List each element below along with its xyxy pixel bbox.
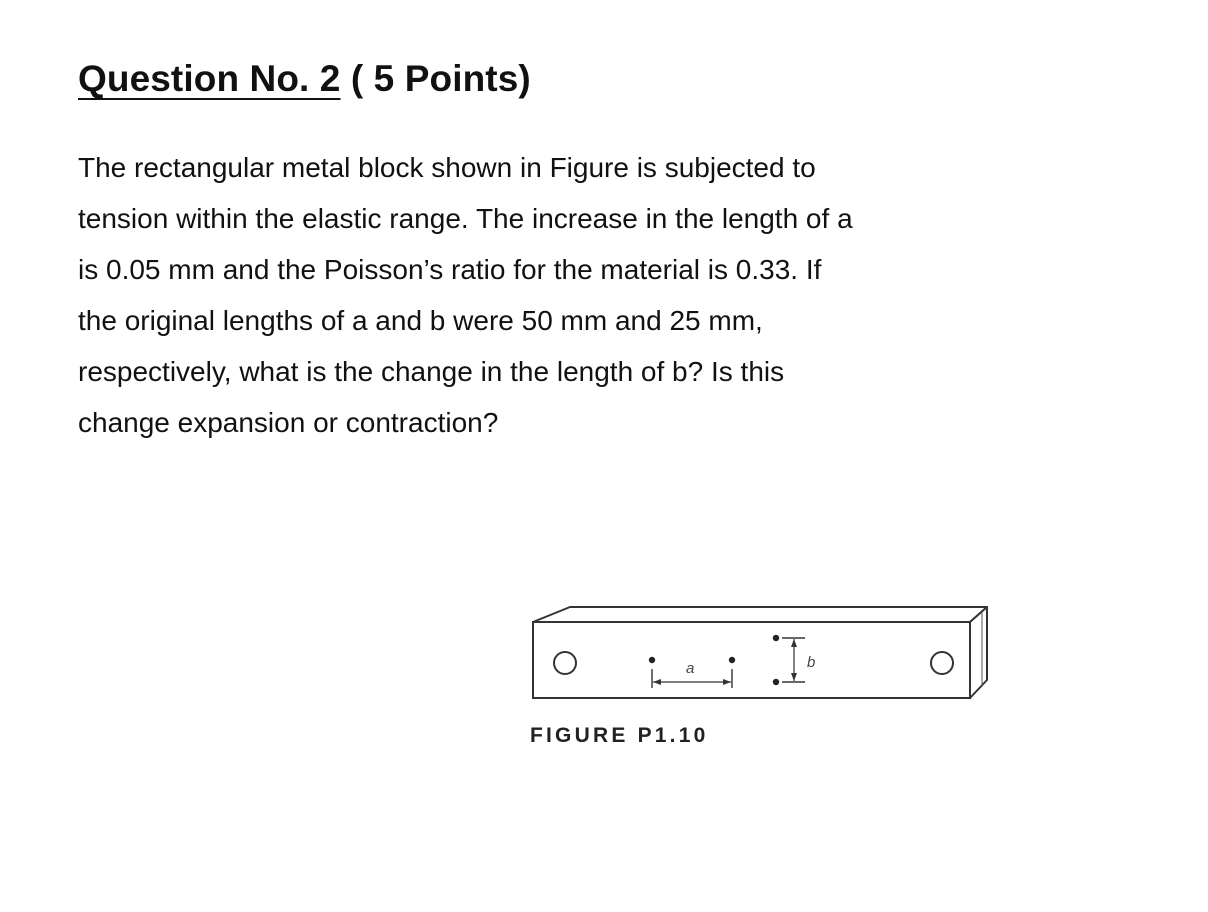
figure-caption: FIGURE P1.10 <box>530 724 709 747</box>
gauge-point-b-top <box>773 635 779 641</box>
label-a: a <box>686 660 695 677</box>
body-line: change expansion or contraction? <box>78 407 499 438</box>
question-body <box>78 142 1078 448</box>
gauge-point-b-bottom <box>773 679 779 685</box>
gauge-point-a-right <box>729 657 735 663</box>
gauge-point-a-left <box>649 657 655 663</box>
body-line: the original lengths of a and b were 50 mm and 25 mm, <box>78 305 763 336</box>
label-b: b <box>807 654 816 671</box>
body-line: respectively, what is the change in the length of b? Is this <box>78 356 785 387</box>
body-line: tension within the elastic range. The increase in the length of a <box>78 203 853 234</box>
question-points: ( 5 Points) <box>350 58 531 99</box>
question-heading <box>78 58 531 100</box>
block-top-face <box>533 607 987 622</box>
question-title: Question No. 2 <box>78 58 341 99</box>
body-line: The rectangular metal block shown in Figure is subjected to <box>78 152 816 183</box>
body-line: is 0.05 mm and the Poisson’s ratio for the material is 0.33. If <box>78 254 822 285</box>
block-front-face <box>533 622 970 698</box>
block-side-face <box>970 607 987 698</box>
